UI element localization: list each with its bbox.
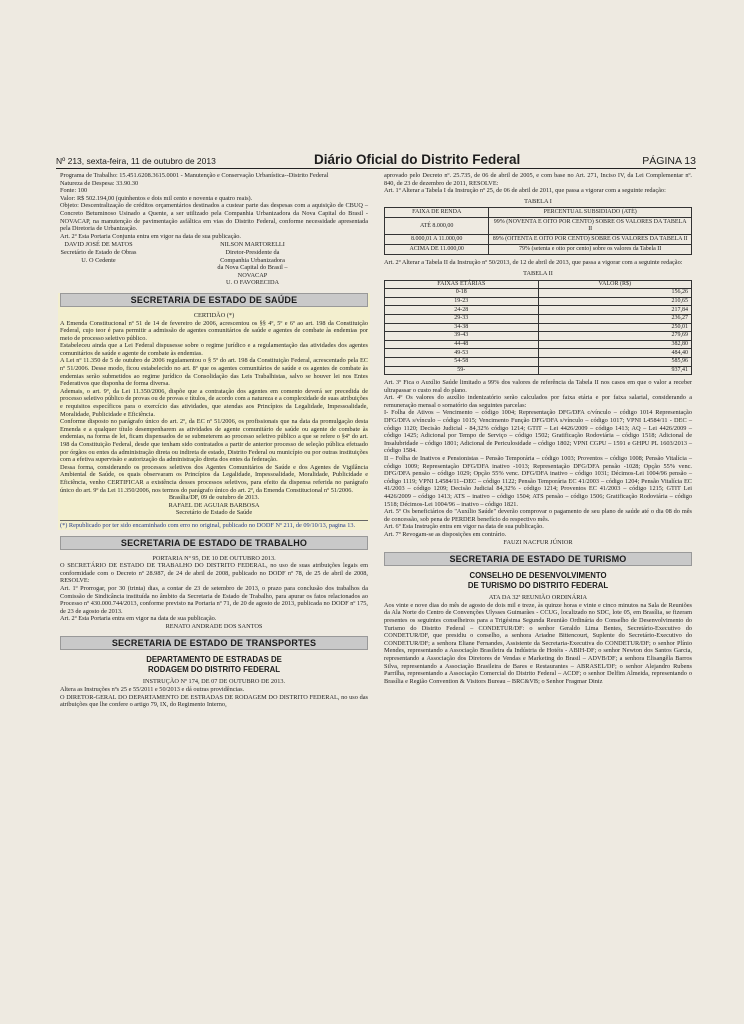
newspaper-page <box>56 150 696 1022</box>
table-cell: 54-58 <box>385 357 539 366</box>
paragraph: I- Folha de Ativos – Vencimento – código 1004; Representação DFG/DFA c/vínculo – código 1014 Representação DFG/DFA s/vínculo – código 1015; Vencimento Função DFG/DFA s/vínculo – código 1017; VPNI L4584/11 - DEC – código 1120; Decisão Judicial - 84,32% código 1214; GTIT – Lei 4426/2009 – código 1413; AQ – Lei 4426/2009 – código 1425; Adicional por Tempo de Serviço – código 1502; Gratificação Rodoviária – código 1518; Adicional de Insalubridade – código 1801; Adicional de Periculosidade – código 1802; VPNI CGPU – 1591 e GHPU PL 1603/2013 – código 1584. <box>384 409 692 455</box>
table-title: TABELA I <box>524 197 552 205</box>
paragraph: Art. 6º Esta Instrução entra em vigor na data de sua publicação. <box>384 523 544 531</box>
signer-name: NILSON MARTORELLI <box>220 241 285 249</box>
journal-title: Diário Oficial do Distrito Federal <box>314 152 521 167</box>
paragraph: Art. 2º Esta Portaria entra em vigor na data de sua publicação. <box>60 615 217 623</box>
section-header-trabalho: SECRETARIA DE ESTADO DE TRABALHO <box>60 536 368 550</box>
signer-unit: U. O FAVORECIDA <box>225 279 280 287</box>
joint-signatures <box>60 241 368 287</box>
table-cell: 279,69 <box>538 332 692 341</box>
table-cell: 24-28 <box>385 306 539 315</box>
paragraph: Aos vinte e nove dias do mês de agosto de dois mil e treze, às quinze horas e vinte e cinco minutos na Sala de Reuniões da Ala Norte do Centro de Convenções Ulysses Guimarães - CCUG, localizado no SDC, lote 05, em Brasília, se fizeram presentes os seguintes conselheiros para a Trigésima Segunda Reunião Ordinária do Conselho de Desenvolvimento do Turismo do Distrito Federal – CONDETUR/DF: o senhor Geraldo Lima Bentes, Secretário-Executivo do CONDETUR/DF, que presidiu o conselho, a senhora Ariadne Bittencourt, Suplente do Secretário-Executivo do CONDETUR/DF; a senhora Eliane Fernandes, Assistente da Secretaria-Executiva do CONDETUR/DF; o senhor Plínio Mendes, representando a Associação Brasileira da Indústria de Hotéis - ABIH-DF; o senhor Newton dos Santos Garcia, representando a Associação dos Diretores de Vendas e Marketing do Brasil – ADVB/DF; a senhora Elisangêla Barros Silva, representando a Associação Brasileira de Bares e Restaurantes – ABRASEL/DF; o senhor Alejandro Rubens Parrilha, representando a Associação Comercial do Distrito Federal – ACDF; o senhor Delfim Almeida, representando o Brasília e Região Convention & Visitors Bureau – BRC&VB; o Senhor Fragmar Diniz <box>384 601 692 685</box>
table-title: TABELA II <box>523 269 553 277</box>
paragraph: Estabeleceu ainda que a Lei Federal dispusesse sobre o regime jurídico e a regulamentação das atividades dos agentes comunitários de saúde e agente de combate às endemias. <box>60 342 368 357</box>
tabela-i <box>384 207 692 255</box>
table-cell: 89% (OITENTA E OITO POR CENTO) SOBRE OS VALORES DA TABELA II <box>489 235 692 245</box>
table-header: FAIXAS ETÁRIAS <box>385 280 539 289</box>
table-cell: 210,65 <box>538 297 692 306</box>
signer-role: Secretário de Estado de Saúde <box>175 509 253 517</box>
table-row <box>385 323 692 332</box>
table-cell: 39-43 <box>385 332 539 341</box>
table-cell: 19-23 <box>385 297 539 306</box>
table-row <box>385 332 692 341</box>
signer-name: FAUZI NACFUR JÚNIOR <box>503 538 573 546</box>
signature-block-right <box>214 241 368 287</box>
table-cell: 34-38 <box>385 323 539 332</box>
paragraph: Art. 2º Alterar a Tabela II da Instrução nº 50/2013, de 12 de abril de 2013, que passa a vigorar com a seguinte redação: <box>384 259 683 267</box>
signer-unit: U. O Cedente <box>81 256 116 264</box>
table-cell: 585,96 <box>538 357 692 366</box>
dept-title-line: DEPARTAMENTO DE ESTRADAS DE <box>146 655 282 665</box>
issue-date: Nº 213, sexta-feira, 11 de outubro de 2013 <box>56 156 216 166</box>
table-cell: 0-18 <box>385 289 539 298</box>
section-header-saude: SECRETARIA DE ESTADO DE SAÚDE <box>60 293 368 307</box>
table-cell: 8.000,01 A 11.000,00 <box>385 235 489 245</box>
paragraph: Programa de Trabalho: 15.451.6208.3615.0001 - Manutenção e Conservação Urbanística--Distrito Federal <box>60 172 329 179</box>
paragraph: Art. 7º Revogam-se as disposições em contrário. <box>384 530 507 538</box>
instrucao-title: INSTRUÇÃO Nº 174, DE 07 DE OUTUBRO DE 2013. <box>142 678 286 686</box>
paragraph: O DIRETOR-GERAL DO DEPARTAMENTO DE ESTRADAS DE RODAGEM DO DISTRITO FEDERAL, no uso das atribuições que lhe confere o artigo 79, IX, do Regimento Interno, <box>60 693 368 709</box>
paragraph: Art. 5º Os beneficiários do "Auxílio Saúde" deverão comprovar o pagamento de seu plano de saúde até o dia 08 do mês de concessão, sob pena de PERDER benefício do respectivo mês. <box>384 508 692 523</box>
table-row <box>385 218 692 235</box>
paragraph: Altera as Instruções nºs 25 e 55/2011 e 50/2013 e dá outras providências. <box>60 686 245 694</box>
paragraph: Conforme disposto no parágrafo único do art. 2º, da EC nº 51/2006, os profissionais que na data da promulgação desta Emenda e a qualquer título desempenharem as atividades de agente comunitário de saúde ou agente de combate às endemias, na forma de lei, ficam dispensados de se submeterem ao processo seletivo público a que se refere o §4º do art. 198 da Constituição Federal, desde que tenham sido contratados a partir de anterior processo de seleção pública efetuado por órgãos ou entes da administração direta ou indireta de estado, Distrito Federal ou município ou por outras instituições com a efetiva supervisão e autorização da administração direta dos entes da federação. <box>60 418 368 464</box>
paragraph: Art. 4º Os valores do auxílio indenizatório serão calculados por faixa etária e por faixa salarial, considerando a remuneração mensal o somatório das seguintes parcelas: <box>384 394 692 409</box>
table-cell: 217,84 <box>538 306 692 315</box>
paragraph: Objeto: Descentralização de créditos orçamentários destinados a custear parte das despesas com a aquisição de CBUQ – Concreto Betuminoso Usinado a Quente, a ser utilizado pela Companhia Urbanizadora da Nova Capital do Brasil - NOVACAP, na manutenção de pavimentação asfáltica em vias do Distrito Federal, conforme necessidade apresentada pela Diretoria de Urbanização. <box>60 202 368 233</box>
republication-footnote: (*) Republicado por ter sido encaminhado com erro no original, publicado no DODF Nº 211, de 09/10/13, pagina 13. <box>60 520 368 530</box>
signer-role: da Nova Capital do Brasil – NOVACAP <box>217 264 288 279</box>
table-header: VALOR (R$) <box>538 280 692 289</box>
table-cell: 236,27 <box>538 314 692 323</box>
table-row <box>385 235 692 245</box>
table-row <box>385 349 692 358</box>
signer-role: Diretor-Presidente da Companhia Urbanizadora <box>220 248 285 264</box>
signer-role: Secretário de Estado de Obras <box>60 248 137 256</box>
paragraph: Art. 3º Fica o Auxílio Saúde limitado a 99% dos valores de referência da Tabela II nos casos em que o valor a receber ultrapassar o custo real do plano. <box>384 379 692 394</box>
table-cell: 99% (NOVENTA E OITO POR CENTO) SOBRE OS VALORES DA TABELA II <box>489 218 692 235</box>
signer-name: RENATO ANDRADE DOS SANTOS <box>165 622 263 630</box>
left-column <box>60 172 368 709</box>
signer-name: RAFAEL DE AGUIAR BARBOSA <box>168 501 260 509</box>
table-row <box>385 314 692 323</box>
table-row <box>385 366 692 375</box>
section-header-transportes: SECRETARIA DE ESTADO DE TRANSPORTES <box>60 636 368 650</box>
dept-title <box>60 655 368 674</box>
ata-title: ATA DA 32ª REUNIÃO ORDINÁRIA <box>488 594 588 602</box>
table-cell: 484,40 <box>538 349 692 358</box>
portaria-title: PORTARIA Nº 95, DE 10 DE OUTUBRO 2013. <box>152 554 276 562</box>
table-cell: 250,01 <box>538 323 692 332</box>
place-date: Brasília/DF, 09 de outubro de 2013. <box>168 494 260 502</box>
page-number: PÁGINA 13 <box>642 155 696 167</box>
paragraph: Dessa forma, considerando os processos seletivos dos Agentes Comunitários de Saúde e dos Agentes de Vigilância Ambiental de Saúde, os quais observaram os Princípios da Legalidade, Impessoalidade, Moralidade, Publicidade e Eficiência, venho CERTIFICAR a existência desses processos seletivos, para efeito da dispensa referida no parágrafo único do art. 9º da Lei 11.350/2006, nos termos do parágrafo único do art. 2º, da Emenda Constitucional nº 51/2006. <box>60 463 368 494</box>
table-cell: 156,26 <box>538 289 692 298</box>
table-header-row <box>385 208 692 218</box>
table-cell: 937,41 <box>538 366 692 375</box>
signer-name: DAVID JOSÉ DE MATOS <box>64 241 133 249</box>
saude-highlight <box>58 293 370 530</box>
table-header-row <box>385 280 692 289</box>
paragraph: Art. 2º Esta Portaria Conjunta entra em vigor na data de sua publicação. <box>60 232 242 240</box>
paragraph: Art. 1º Prorrogar, por 30 (trinta) dias, a contar de 23 de setembro de 2013, o prazo para conclusão dos trabalhos da Comissão de Sindicância instituída no âmbito da Secretaria de Estado de Trabalho, para apurar os fatos relacionados ao Processo nº 430.000.744/2013, conforme previsto na Portaria nº 71, de 20 de agosto de 2013, publicada no DODF nº 175, de 23 de agosto de 2013. <box>60 584 368 615</box>
table-row <box>385 289 692 298</box>
table-cell: 59- <box>385 366 539 375</box>
paragraph: Ademais, o art. 9º, da Lei 11.350/2006, dispõe que a contratação dos agentes em comento deverá ser precedida de processo seletivo público de provas ou de provas e títulos, de acordo com a natureza e a complexidade de suas atribuições e requisitos específicos para o exercício das atividades, que atendas aos Princípios da Legalidade, Impessoalidade, Moralidade, Publicidade e Eficiência. <box>60 387 368 418</box>
paragraph: Valor: R$ 502.194,00 (quinhentos e dois mil cento e noventa e quatro reais). <box>60 194 253 202</box>
table-row <box>385 245 692 255</box>
paragraph: Art. 1º Alterar a Tabela I da Instrução nº 25, de 06 de abril de 2011, que passa a vigorar com a seguinte redação: <box>384 187 666 195</box>
conselho-title <box>384 571 692 590</box>
section-header-turismo: SECRETARIA DE ESTADO DE TURISMO <box>384 552 692 566</box>
table-cell: 382,80 <box>538 340 692 349</box>
paragraph: aprovado pelo Decreto nº. 25.735, de 06 de abril de 2005, e com base no Art. 271, Inciso IV, da Lei Complementar nº. 840, de 23 de dezembro de 2011, RESOLVE: <box>384 172 692 187</box>
paragraph: A Emenda Constitucional nº 51 de 14 de fevereiro de 2006, acrescentou os §§ 4º, 5º e 6º ao art. 198 da Constituição Federal, cujo teor é para permitir a admissão de agentes comunitários de saúde e agentes de combate às endemias por meio de processo seletivo público. <box>60 319 368 342</box>
paragraph: Fonte: 100 <box>60 187 88 195</box>
table-cell: 44-48 <box>385 340 539 349</box>
dept-title-line: RODAGEM DO DISTRITO FEDERAL <box>148 664 280 674</box>
paragraph: O SECRETÁRIO DE ESTADO DE TRABALHO DO DISTRITO FEDERAL, no uso de suas atribuições legais em conformidade com o Decreto nº 28.987, de 24 de abril de 2008, publicado no DODF nº 78, de 25 de abril de 2008, RESOLVE: <box>60 562 368 585</box>
table-cell: ATÉ 8.000,00 <box>385 218 489 235</box>
tabela-ii <box>384 280 692 376</box>
table-cell: 29-33 <box>385 314 539 323</box>
certidao-title: CERTIDÃO (*) <box>193 311 235 319</box>
signature-block-left <box>60 241 214 287</box>
paragraph: A Lei nº 11.350 de 5 de outubro de 2006 regulamentou o § 5º do art. 198 da Constituição Federal, acrescentado pela EC nº 51/2006. Desse modo, ficou estabelecido no art. 8º que os agentes comunitários de saúde e os agentes de combate às endemias serão submetidos ao regime jurídico da Consolidação das Leis Trabalhistas, salvo se houver lei nos Entes Federativos que disponha de forma diversa. <box>60 357 368 388</box>
table-cell: 79% (setenta e oito por cento) sobre os valores da Tabela II <box>489 245 692 255</box>
right-column <box>384 172 692 685</box>
page-header <box>56 150 696 169</box>
table-row <box>385 340 692 349</box>
table-cell: ACIMA DE 11.000,00 <box>385 245 489 255</box>
table-cell: 49-53 <box>385 349 539 358</box>
conselho-title-line: CONSELHO DE DESENVOLVIMENTO <box>469 571 607 581</box>
paragraph: Natureza de Despesa: 33.90.30 <box>60 179 139 187</box>
conselho-title-line: DE TURISMO DO DISTRITO FEDERAL <box>467 580 609 590</box>
table-row <box>385 297 692 306</box>
table-row <box>385 306 692 315</box>
table-header: PERCENTUAL SUBSIDIADO (ATÉ) <box>489 208 692 218</box>
table-header: FAIXA DE RENDA <box>385 208 489 218</box>
table-row <box>385 357 692 366</box>
paragraph: II – Folha de Inativos e Pensionistas – Pensão Temporária – código 1003; Proventos – código 1008; Pensão Vitalícia – código 1009; Representação DFG/DFA inativo -1013; Representação DFG/DFA pensão -1028; Opção 55% venc. DFG/DFA pensão – código 1029; Opção 55% venc. DFG/DFA inativo – código 1031; Décimos-Lei 1004/96 pensão – código 1119; VPNI L4584/11--DEC – código 1122; Pensão Temporária EC 41/2003 – código 1204; Pensão Vitalícia EC 41/2003 – código 1209; Decisão Judicial 84,32% - código 1214; Proventos EC 41/2003 – código 1215; GTIT Lei 4426/2009 – código 1413; ATS – inativo – código 1504; ATS pensão – código 1506; Gratificação Rodoviária – código 1518; Décimos-Lei 1004/96 – inativo – código 1821. <box>384 455 692 508</box>
